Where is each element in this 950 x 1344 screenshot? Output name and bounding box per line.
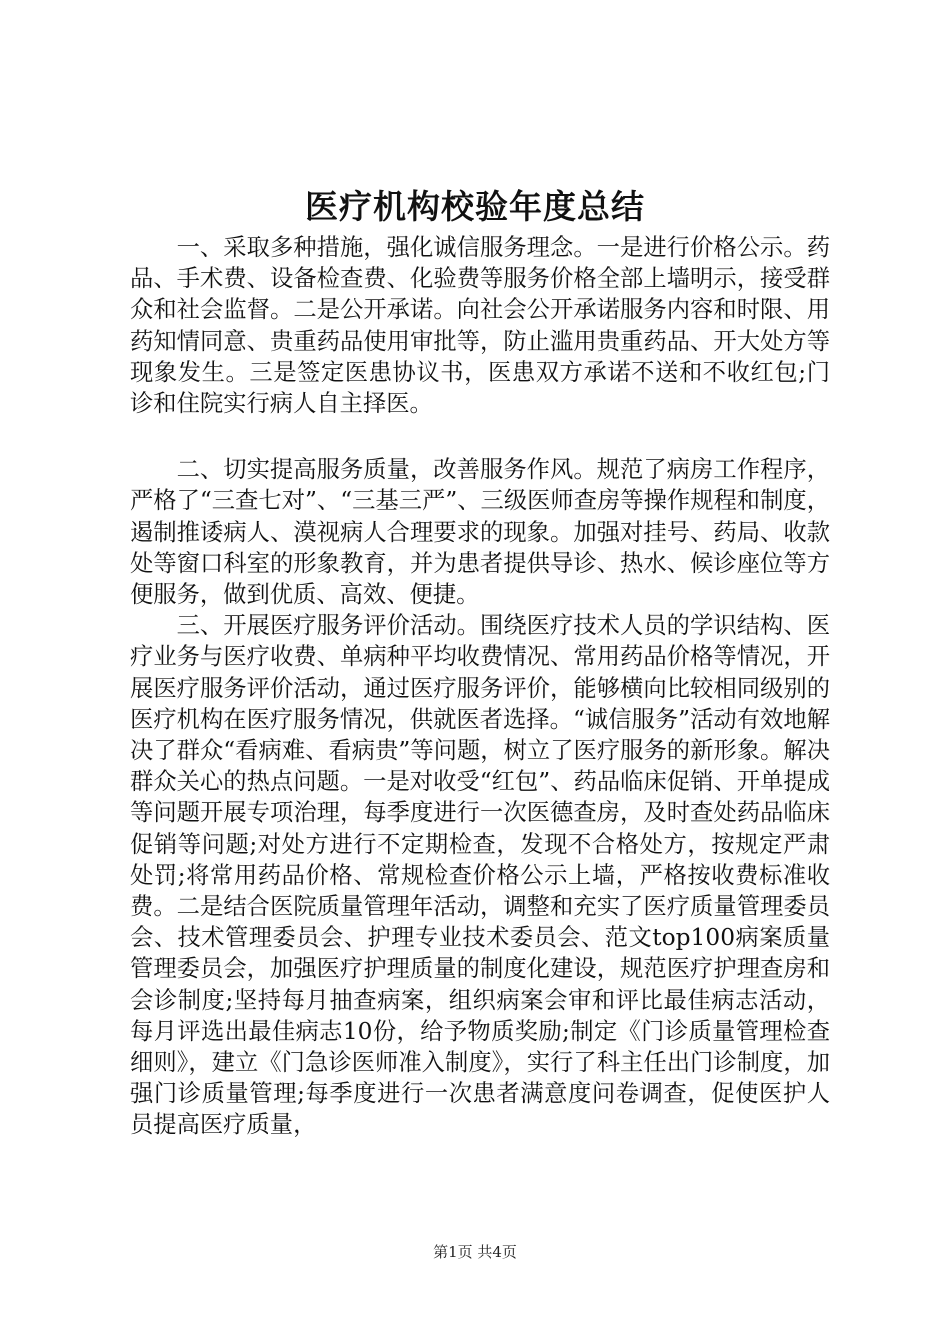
paragraph-3: 三、开展医疗服务评价活动。围绕医疗技术人员的学识结构、医疗业务与医疗收费、单病种平均收费情况、常用药品价格等情况，开展医疗服务评价活动，通过医疗服务评价，能够横向比较相同级别的医疗机构在医疗服务情况，供就医者选择。“诚信服务”活动有效地解决了群众“看病难、看病贵”等问题，树立了医疗服务的新形象。解决群众关心的热点问题。一是对收受“红包”、药品临床促销、开单提成等问题开展专项治理，每季度进行一次医德查房，及时查处药品临床促销等问题;对处方进行不定期检查，发现不合格处方，按规定严肃处罚;将常用药品价格、常规检查价格公示上墙，严格按收费标准收费。二是结合医院质量管理年活动，调整和充实了医疗质量管理委员会、技术管理委员会、护理专业技术委员会、范文top100病案质量管理委员会，加强医疗护理质量的制度化建设，规范医疗护理查房和会诊制度;坚持每月抽查病案，组织病案会审和评比最佳病志活动，每月评选出最佳病志10份，给予物质奖励;制定《门诊质量管理检查细则》，建立《门急诊医师准入制度》，实行了科主任出门诊制度，加强门诊质量管理;每季度进行一次患者满意度问卷调查，促使医护人员提高医疗质量， xyxy=(130,612,830,1139)
paragraph-2: 二、切实提高服务质量，改善服务作风。规范了病房工作程序，严格了“三查七对”、“三基三严”、三级医师查房等操作规程和制度，遏制推诿病人、漠视病人合理要求的现象。加强对挂号、药局、收款处等窗口科室的形象教育，并为患者提供导诊、热水、候诊座位等方便服务，做到优质、高效、便捷。 xyxy=(130,456,830,609)
document-title: 医疗机构校验年度总结 xyxy=(305,187,645,226)
document-body xyxy=(130,232,830,1141)
page-footer: 第1页 共4页 xyxy=(433,1243,517,1261)
paragraph-1: 一、采取多种措施，强化诚信服务理念。一是进行价格公示。药品、手术费、设备检查费、化验费等服务价格全部上墙明示，接受群众和社会监督。二是公开承诺。向社会公开承诺服务内容和时限、用药知情同意、贵重药品使用审批等，防止滥用贵重药品、开大处方等现象发生。三是签定医患协议书，医患双方承诺不送和不收红包;门诊和住院实行病人自主择医。 xyxy=(130,234,830,418)
paragraph-spacer xyxy=(130,419,830,450)
